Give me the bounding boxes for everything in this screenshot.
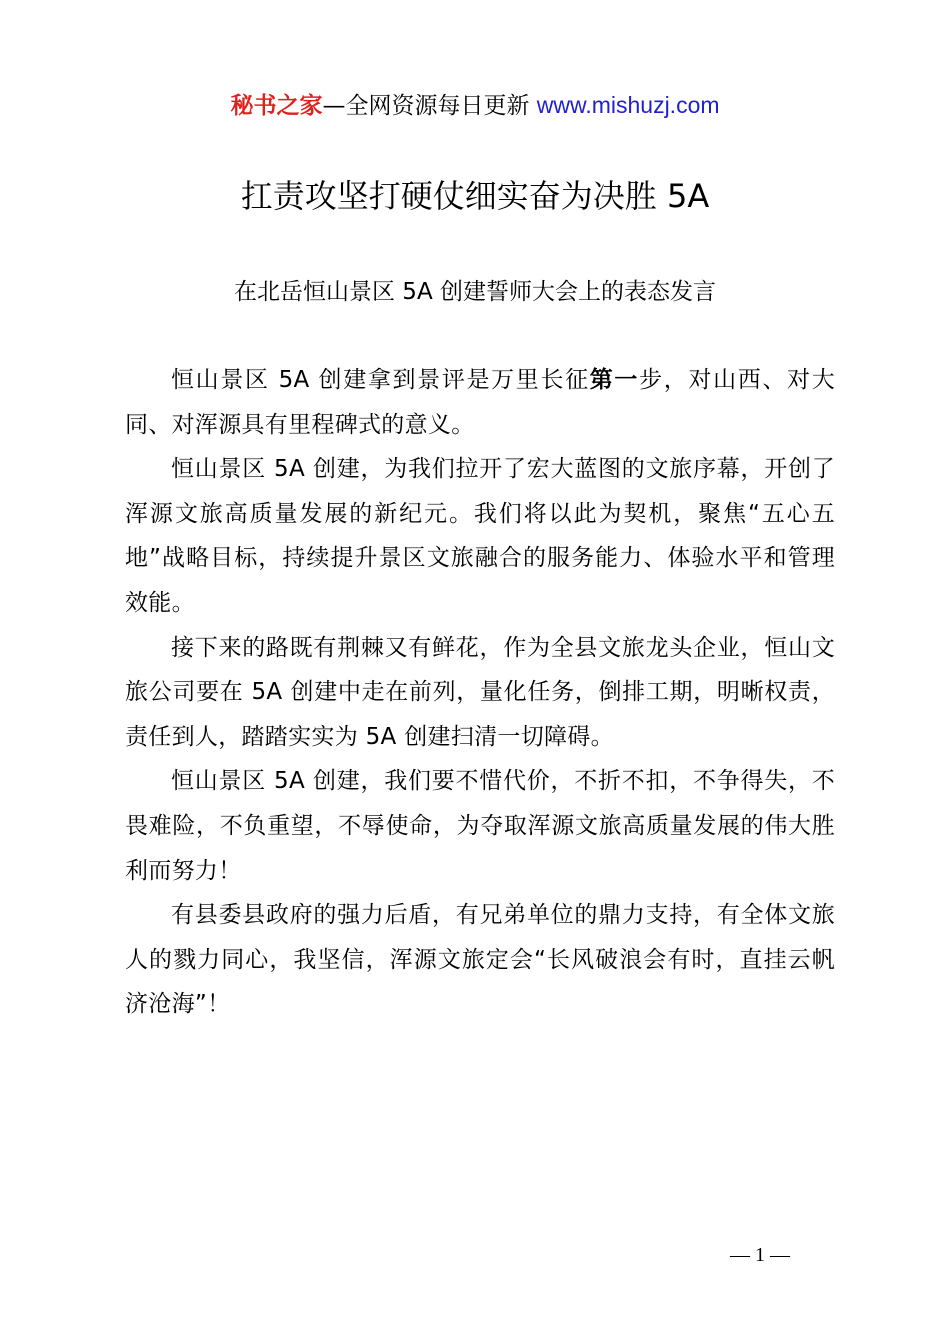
paragraph-1-end: 步，对山西、对大同、对浑源具有里程碑式的意义。 <box>125 367 835 438</box>
document-title: 扛责攻坚打硬仗细实奋为决胜 5A <box>240 177 710 215</box>
paragraph-4: 恒山景区 5A 创建，我们要不惜代价，不折不扣，不争得失，不畏难险，不负重望，不辱使命，为夺取浑源文旅高质量发展的伟大胜利而努力！ <box>125 768 835 884</box>
document-body <box>125 358 835 1027</box>
site-url-link[interactable]: www.mishuzj.com <box>536 92 720 118</box>
page-number: — 1 — <box>730 1244 790 1266</box>
paragraph-2: 恒山景区 5A 创建，为我们拉开了宏大蓝图的文旅序幕，开创了浑源文旅高质量发展的新纪元。我们将以此为契机，聚焦“五心五地”战略目标，持续提升景区文旅融合的服务能力、体验水平和管理效能。 <box>125 456 835 616</box>
paragraph-1 <box>125 358 835 447</box>
paragraph-3: 接下来的路既有荆棘又有鲜花，作为全县文旅龙头企业，恒山文旅公司要在 5A 创建中走在前列，量化任务，倒排工期，明晰权责，责任到人，踏踏实实为 5A 创建扫清一切障碍。 <box>125 634 835 750</box>
brand-name: 秘书之家 <box>230 93 323 119</box>
paragraph-5: 有县委县政府的强力后盾，有兄弟单位的鼎力支持，有全体文旅人的戮力同心，我坚信，浑源文旅定会“长风破浪会有时，直挂云帆济沧海”！ <box>125 902 835 1018</box>
document-subtitle: 在北岳恒山景区 5A 创建誓师大会上的表态发言 <box>234 279 716 305</box>
paragraph-1-bold: 第一 <box>589 367 640 393</box>
site-header <box>0 88 950 123</box>
header-tagline: —全网资源每日更新 <box>322 93 537 119</box>
paragraph-1-start: 恒山景区 5A 创建拿到景评是万里长征 <box>171 367 590 393</box>
